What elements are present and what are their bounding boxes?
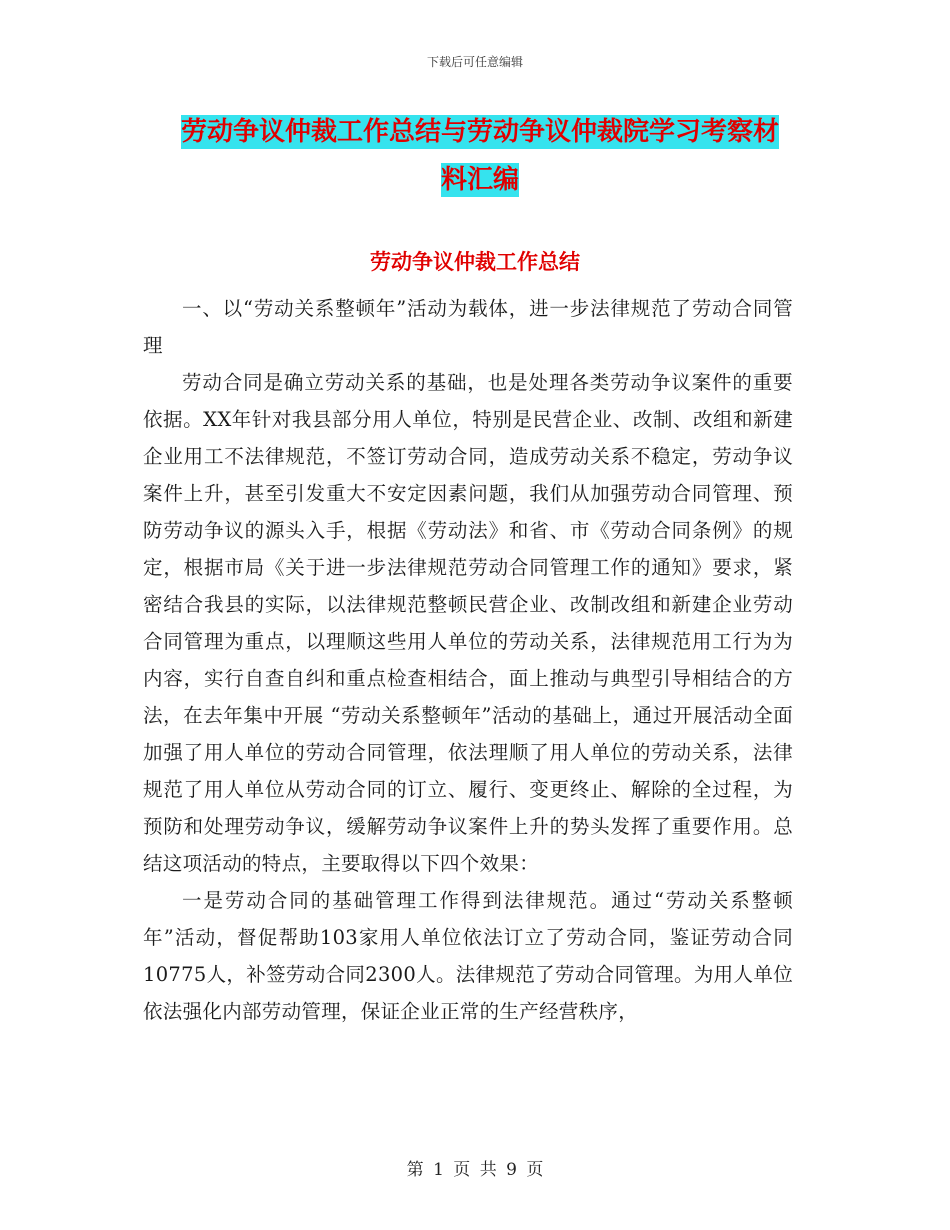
paragraph: 一是劳动合同的基础管理工作得到法律规范。通过“劳动关系整顿年”活动，督促帮助103家用人单位依法订立了劳动合同，鉴证劳动合同10775人，补签劳动合同2300人。法律规范了劳动合同管理。为用人单位依法强化内部劳动管理，保证企业正常的生产经营秩序， bbox=[143, 889, 793, 1023]
document-title bbox=[140, 108, 820, 204]
paragraph-heading: 一、以“劳动关系整顿年”活动为载体，进一步法律规范了劳动合同管理 bbox=[143, 297, 793, 357]
document-title-line-1: 劳动争议仲裁工作总结与劳动争议仲裁院学习考察材 bbox=[180, 117, 779, 147]
section-title: 劳动争议仲裁工作总结 bbox=[370, 250, 580, 274]
document-title-line-2: 料汇编 bbox=[440, 165, 519, 195]
page-number-footer: 第 1 页 共 9 页 bbox=[406, 1160, 544, 1180]
header-note: 下载后可任意编辑 bbox=[426, 55, 523, 69]
paragraph: 劳动合同是确立劳动关系的基础，也是处理各类劳动争议案件的重要依据。XX年针对我县部分用人单位，特别是民营企业、改制、改组和新建企业用工不法律规范，不签订劳动合同，造成劳动关系不稳定，劳动争议案件上升，甚至引发重大不安定因素问题，我们从加强劳动合同管理、预防劳动争议的源头入手，根据《劳动法》和省、市《劳动合同条例》的规定，根据市局《关于进一步法律规范劳动合同管理工作的通知》要求，紧密结合我县的实际，以法律规范整顿民营企业、改制改组和新建企业劳动合同管理为重点，以理顺这些用人单位的劳动关系，法律规范用工行为为内容，实行自查自纠和重点检查相结合，面上推动与典型引导相结合的方法，在去年集中开展 “劳动关系整顿年”活动的基础上，通过开展活动全面加强了用人单位的劳动合同管理，依法理顺了用人单位的劳动关系，法律规范了用人单位从劳动合同的订立、履行、变更终止、解除的全过程，为预防和处理劳动争议，缓解劳动争议案件上升的势头发挥了重要作用。总结这项活动的特点，主要取得以下四个效果： bbox=[143, 371, 793, 875]
document-body bbox=[143, 290, 793, 1030]
